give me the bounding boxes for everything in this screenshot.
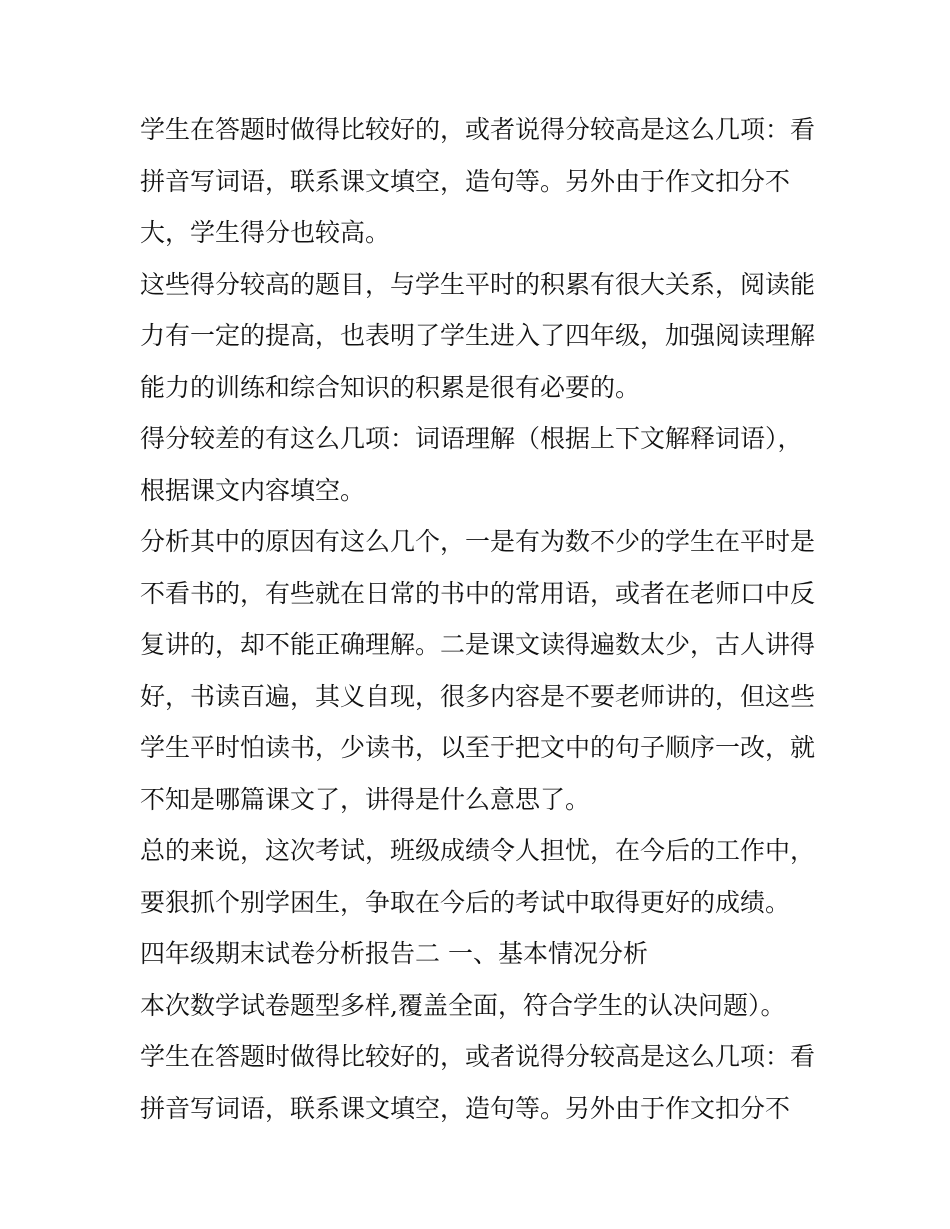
text-line: 要狠抓个别学困生，争取在今后的考试中取得更好的成绩。 (140, 887, 791, 917)
text-line: 总的来说，这次考试，班级成绩令人担忧，在今后的工作中， (140, 836, 816, 865)
text-line: 拼音写词语，联系课文填空，造句等。另外由于作文扣分不 (140, 1093, 791, 1123)
text-line: 本次数学试卷题型多样,覆盖全面，符合学生的认决问题）。 (140, 990, 786, 1020)
text-line: 拼音写词语，联系课文填空，造句等。另外由于作文扣分不 (140, 166, 791, 196)
text-line: 学生在答题时做得比较好的，或者说得分较高是这么几项：看 (140, 115, 816, 144)
text-line: 得分较差的有这么几项：词语理解（根据上下文解释词语）， (140, 424, 803, 453)
text-line: 分析其中的原因有这么几个，一是有为数不少的学生在平时是 (140, 527, 816, 556)
text-line: 不看书的，有些就在日常的书中的常用语，或者在老师口中反 (140, 578, 816, 608)
text-line: 不知是哪篇课文了，讲得是什么意思了。 (140, 784, 591, 814)
text-line: 大，学生得分也较高。 (140, 218, 391, 247)
text-line: 四年级期末试卷分析报告二 一、基本情况分析 (140, 939, 648, 968)
text-line: 复讲的，却不能正确理解。二是课文读得遍数太少，古人讲得 (140, 630, 816, 659)
text-line: 力有一定的提高，也表明了学生进入了四年级，加强阅读理解 (140, 321, 816, 350)
text-line: 能力的训练和综合知识的积累是很有必要的。 (140, 372, 641, 402)
text-line: 根据课文内容填空。 (140, 475, 366, 505)
text-line: 学生在答题时做得比较好的，或者说得分较高是这么几项：看 (140, 1042, 816, 1071)
text-line: 好，书读百遍，其义自现，很多内容是不要老师讲的，但这些 (140, 681, 816, 711)
document-body (140, 104, 820, 1134)
text-line: 学生平时怕读书，少读书，以至于把文中的句子顺序一改，就 (140, 733, 816, 762)
text-line: 这些得分较高的题目，与学生平时的积累有很大关系，阅读能 (140, 269, 816, 299)
